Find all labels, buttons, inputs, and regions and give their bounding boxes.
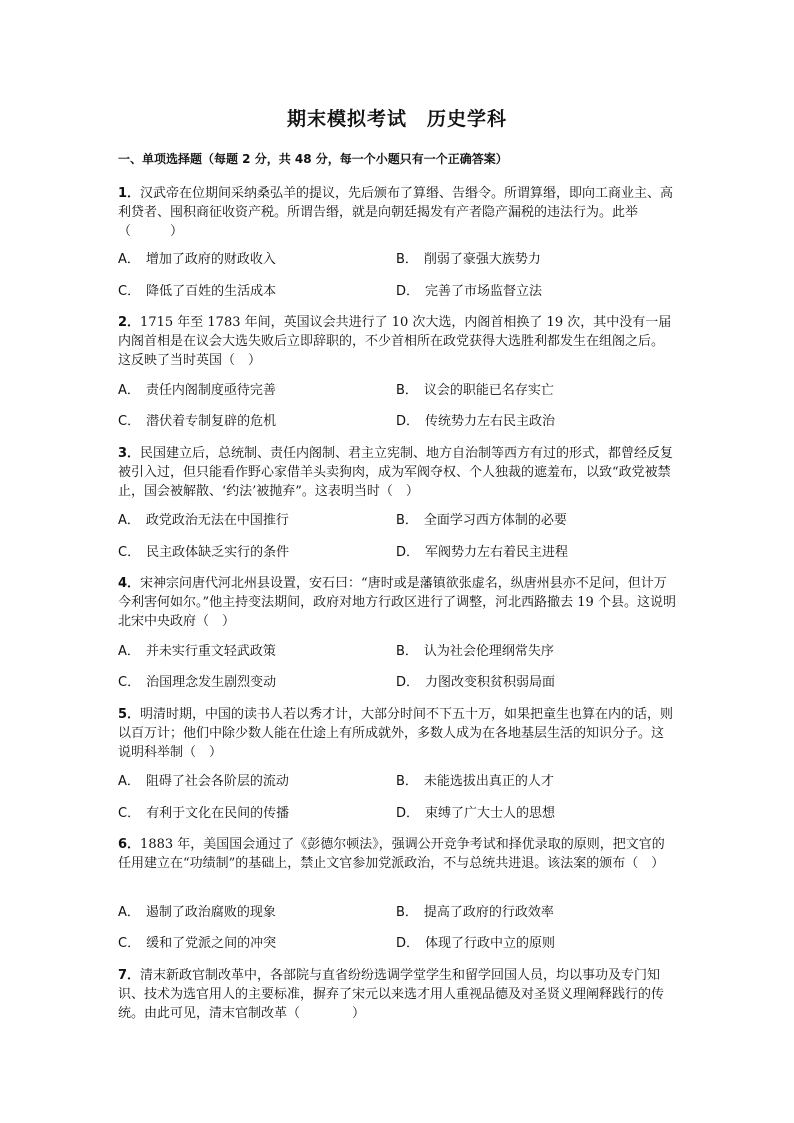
option-5-b[interactable] [396,772,554,791]
page-title: 期末模拟考试 历史学科 [286,108,507,130]
option-4-d[interactable] [396,673,555,692]
option-text: 议会的职能已名存实亡 [423,383,554,398]
question-number: 6． [118,837,141,852]
option-text: 民主政体缺乏实行的条件 [146,545,290,560]
section-heading: 一、单项选择题（每题 2 分，共 48 分，每一个小题只有一个正确答案） [118,152,508,166]
option-text: 缓和了党派之间的冲突 [146,936,277,951]
option-4-a[interactable] [118,642,276,661]
option-letter: C． [118,545,141,560]
question-number: 3． [118,446,141,461]
option-letter: A． [118,644,140,659]
option-letter: A． [118,383,140,398]
question-3 [118,444,676,501]
option-letter: C． [118,414,141,429]
option-6-d[interactable] [396,934,555,953]
option-text: 军阀势力左右着民主进程 [425,545,569,560]
option-3-c[interactable] [118,543,289,562]
option-letter: B． [396,383,418,398]
option-1-a[interactable] [118,250,276,269]
option-5-d[interactable] [396,804,555,823]
question-6 [118,835,676,873]
option-4-b[interactable] [396,642,554,661]
option-text: 增加了政府的财政收入 [145,252,276,267]
question-1 [118,184,676,241]
question-7 [118,966,676,1023]
option-1-c[interactable] [118,282,276,301]
option-letter: D． [396,545,420,560]
option-text: 有利于文化在民间的传播 [146,806,290,821]
option-6-c[interactable] [118,934,276,953]
option-letter: A． [118,905,140,920]
option-text: 降低了百姓的生活成本 [146,284,277,299]
option-text: 认为社会伦理纲常失序 [423,644,554,659]
option-3-b[interactable] [396,511,567,530]
question-stem: 汉武帝在位期间采纳桑弘羊的提议，先后颁布了算缗、告缗令。所谓算缗，即向工商业主、高利贷者、囤积商征收资产税。所谓告缗，就是向朝廷揭发有产者隐产漏税的违法行为。此举（ ） [118,186,674,239]
option-text: 全面学习西方体制的必要 [423,513,567,528]
question-number: 4． [118,576,141,591]
option-1-b[interactable] [396,250,541,269]
option-text: 束缚了广大士人的思想 [425,806,556,821]
question-stem: 明清时期，中国的读书人若以秀才计，大部分时间不下五十万，如果把童生也算在内的话，则以百万计；他们中除少数人能在仕途上有所成就外，多数人成为在各地基层生活的知识分子。这说明科举制（ ） [118,707,674,760]
option-3-d[interactable] [396,543,568,562]
option-text: 削弱了豪强大族势力 [423,252,541,267]
option-letter: A． [118,252,140,267]
option-5-c[interactable] [118,804,289,823]
option-1-d[interactable] [396,282,542,301]
question-number: 2． [118,315,141,330]
question-stem: 民国建立后，总统制、责任内阁制、君主立宪制、地方自治制等西方有过的形式，都曾经反复被引入过，但只能看作野心家借羊头卖狗肉，成为军阀夺权、个人独裁的遮羞布，以致“政党被禁止，国会被解散、‘约法’被抛弃”。这表明当时（ ） [118,446,674,499]
option-6-b[interactable] [396,903,554,922]
option-letter: D． [396,675,420,690]
option-text: 遏制了政治腐败的现象 [145,905,276,920]
option-text: 体现了行政中立的原则 [425,936,556,951]
option-text: 潜伏着专制复辟的危机 [146,414,277,429]
question-stem: 宋神宗问唐代河北州县设置，安石曰：“唐时或是藩镇欲张虚名，纵唐州县亦不足问，但计万今利害何如尔。”他主持变法期间，政府对地方行政区进行了调整，河北西路撤去 19 个县。这说明北宋中央政府（ ） [118,576,676,629]
question-5 [118,705,676,762]
option-letter: B． [396,644,418,659]
option-letter: C． [118,936,141,951]
question-stem: 1883 年，美国国会通过了《彭德尔顿法》，强调公开竞争考试和择优录取的原则，把文官的任用建立在“功绩制”的基础上，禁止文官参加党派政治，不与总统共进退。该法案的颁布（ ） [118,837,665,871]
option-letter: D． [396,806,420,821]
option-letter: C． [118,675,141,690]
question-stem: 1715 年至 1783 年间，英国议会共进行了 10 次大选，内阁首相换了 19 次，其中没有一届内阁首相是在议会大选失败后立即辞职的，不少首相所在政党获得大选胜利都发生在组阁之后。这反映了当时英国（ ） [118,315,672,368]
question-stem: 清末新政官制改革中，各部院与直省纷纷选调学堂学生和留学回国人员，均以事功及专门知识、技术为选官用人的主要标准，摒弃了宋元以来选才用人重视品德及对圣贤义理阐释践行的传统。由此可见，清末官制改革（ ） [118,968,665,1021]
option-letter: A． [118,513,140,528]
option-3-a[interactable] [118,511,289,530]
option-letter: B． [396,513,418,528]
option-text: 传统势力左右民主政治 [425,414,556,429]
option-text: 政党政治无法在中国推行 [145,513,289,528]
option-letter: D． [396,284,420,299]
option-text: 完善了市场监督立法 [425,284,543,299]
option-2-c[interactable] [118,412,276,431]
option-letter: C． [118,806,141,821]
option-letter: C． [118,284,141,299]
option-text: 力图改变积贫积弱局面 [425,675,556,690]
option-text: 责任内阁制度亟待完善 [145,383,276,398]
option-2-a[interactable] [118,381,276,400]
option-letter: A． [118,774,140,789]
question-number: 7． [118,968,141,983]
question-2 [118,313,676,370]
option-2-b[interactable] [396,381,554,400]
option-letter: D． [396,414,420,429]
question-number: 1． [118,186,141,201]
option-letter: B． [396,905,418,920]
option-text: 并未实行重文轻武政策 [145,644,276,659]
option-2-d[interactable] [396,412,555,431]
option-text: 提高了政府的行政效率 [423,905,554,920]
option-text: 阻碍了社会各阶层的流动 [145,774,289,789]
question-4 [118,574,676,631]
option-4-c[interactable] [118,673,276,692]
option-letter: B． [396,774,418,789]
option-letter: D． [396,936,420,951]
option-text: 未能选拔出真正的人才 [423,774,554,789]
option-6-a[interactable] [118,903,276,922]
option-text: 治国理念发生剧烈变动 [146,675,277,690]
option-letter: B． [396,252,418,267]
question-number: 5． [118,707,141,722]
option-5-a[interactable] [118,772,289,791]
